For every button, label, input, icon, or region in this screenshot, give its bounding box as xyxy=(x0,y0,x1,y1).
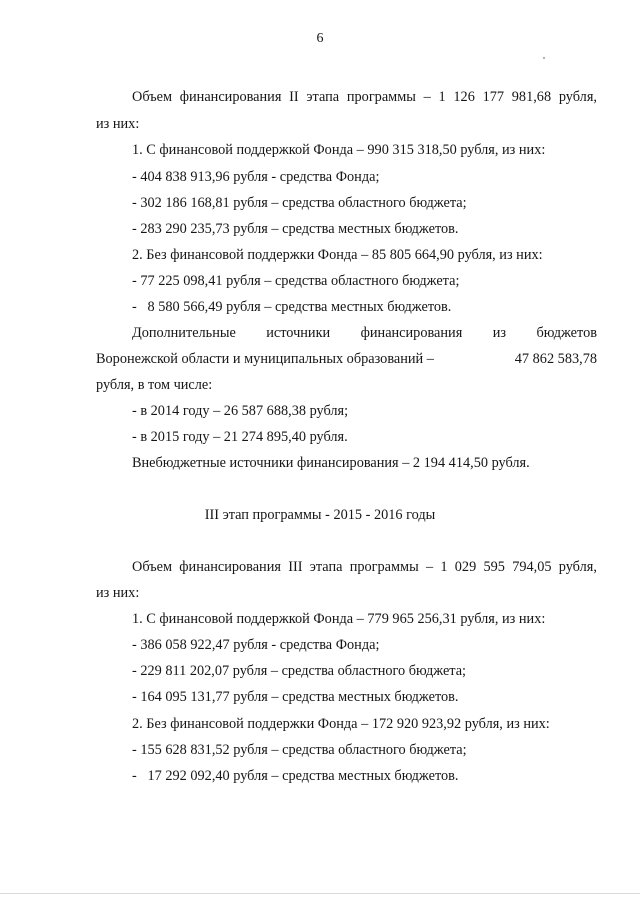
intro-word: 177 xyxy=(482,89,505,105)
intro-word: 981,68 xyxy=(511,89,552,105)
intro-word: – xyxy=(423,89,431,105)
stage2-fund-item: - 302 186 168,81 рубля – средства областного бюджета; xyxy=(132,195,467,211)
additional-word: финансирования xyxy=(360,325,463,341)
stage3-no-fund-item: - 17 292 092,40 рубля – средства местных бюджетов. xyxy=(132,768,459,784)
stage2-fund-item: - 283 290 235,73 рубля – средства местных бюджетов. xyxy=(132,221,459,237)
intro-word: этапа xyxy=(309,559,343,575)
intro-word: 1 xyxy=(440,559,448,575)
intro-word: 595 xyxy=(483,559,505,575)
stage3-fund-item: - 164 095 131,77 рубля – средства местных бюджетов. xyxy=(132,689,459,705)
intro-word: рубля, xyxy=(558,559,597,575)
stage3-heading: III этап программы - 2015 - 2016 годы xyxy=(204,507,436,523)
stage3-no-fund-item: - 155 628 831,52 рубля – средства областного бюджета; xyxy=(132,742,467,758)
intro-word: III xyxy=(288,559,303,575)
stage2-intro-line1 xyxy=(132,88,597,106)
additional-line2-text: Воронежской области и муниципальных образований – xyxy=(96,351,434,367)
stage3-intro-line1 xyxy=(132,558,597,576)
intro-word: финансирования xyxy=(179,89,282,105)
stage3-intro-line2: из них: xyxy=(96,585,140,601)
stage3-fund-support: 1. С финансовой поддержкой Фонда – 779 965 256,31 рубля, из них: xyxy=(132,611,546,627)
page-bottom-edge xyxy=(0,893,640,894)
stage2-additional-line2 xyxy=(96,350,597,368)
additional-word: Дополнительные xyxy=(132,325,236,341)
intro-word: II xyxy=(289,89,299,105)
page-number: 6 xyxy=(316,31,324,46)
intro-word: 794,05 xyxy=(512,559,552,575)
intro-word: рубля, xyxy=(558,89,597,105)
stage2-additional-line1 xyxy=(132,324,597,342)
stage3-no-fund-support: 2. Без финансовой поддержки Фонда – 172 920 923,92 рубля, из них: xyxy=(132,716,550,732)
stage2-fund-support: 1. С финансовой поддержкой Фонда – 990 315 318,50 рубля, из них: xyxy=(132,142,546,158)
additional-word: источники xyxy=(266,325,331,341)
scan-speck xyxy=(543,57,545,59)
stage2-no-fund-support: 2. Без финансовой поддержки Фонда – 85 805 664,90 рубля, из них: xyxy=(132,247,543,263)
intro-word: этапа xyxy=(306,89,340,105)
intro-word: программы xyxy=(346,89,416,105)
stage2-no-fund-item: - 8 580 566,49 рубля – средства местных бюджетов. xyxy=(132,299,452,315)
stage2-intro-line2: из них: xyxy=(96,116,140,132)
intro-word: Объем xyxy=(132,89,173,105)
intro-word: 1 xyxy=(438,89,446,105)
intro-word: 029 xyxy=(454,559,477,575)
additional-word: бюджетов xyxy=(536,325,597,341)
stage2-extrabudgetary: Внебюджетные источники финансирования – 2 194 414,50 рубля. xyxy=(132,455,530,471)
intro-word: – xyxy=(425,559,434,575)
stage3-fund-item: - 386 058 922,47 рубля - средства Фонда; xyxy=(132,637,380,653)
stage2-year-item: - в 2014 году – 26 587 688,38 рубля; xyxy=(132,403,349,419)
intro-word: Объем xyxy=(132,559,173,575)
additional-line2-amount: 47 862 583,78 xyxy=(514,351,597,367)
stage2-year-item: - в 2015 году – 21 274 895,40 рубля. xyxy=(132,429,348,445)
intro-word: 126 xyxy=(453,89,475,105)
stage3-fund-item: - 229 811 202,07 рубля – средства областного бюджета; xyxy=(132,663,467,679)
stage2-additional-line3: рубля, в том числе: xyxy=(96,377,213,393)
additional-word: из xyxy=(492,325,507,341)
intro-word: финансирования xyxy=(179,559,281,575)
stage2-fund-item: - 404 838 913,96 рубля - средства Фонда; xyxy=(132,169,380,185)
intro-word: программы xyxy=(349,559,419,575)
stage2-no-fund-item: - 77 225 098,41 рубля – средства областного бюджета; xyxy=(132,273,460,289)
